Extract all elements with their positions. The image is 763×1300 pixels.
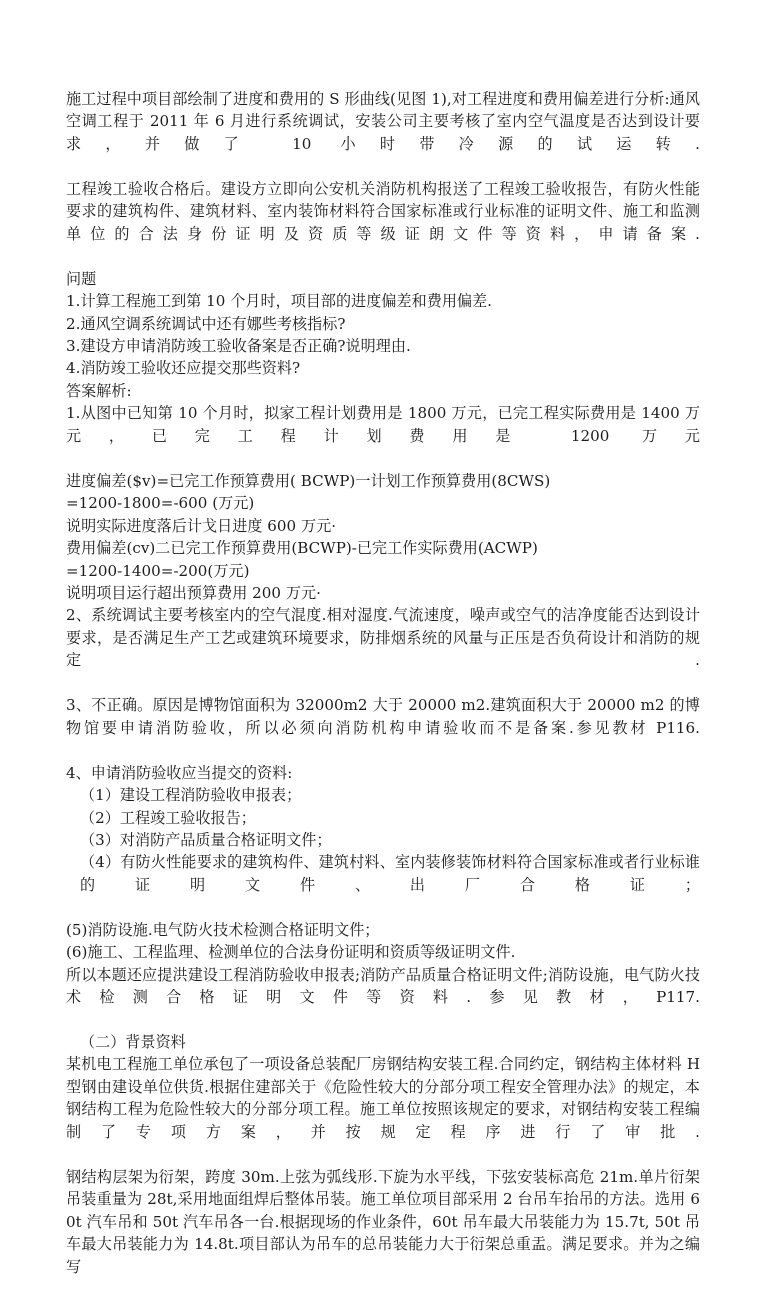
question-item-2: 2.通风空调系统调试中还有娜些考核指标? bbox=[66, 314, 346, 333]
formula-cost-variance: 费用偏差(cv)二已完工作预算费用(BCWP)-已完工作实际费用(ACWP) bbox=[66, 539, 538, 558]
question-item-3: 3.建设方申请消防竣工验收备案是否正确?说明理由. bbox=[66, 336, 411, 355]
answer-4-sub-item-6: (6)施工、工程监理、检测单位的合法身份证明和资质等级证明文件. bbox=[66, 943, 516, 962]
formula-schedule-variance-result: =1200-1800=-600 (万元) bbox=[66, 494, 255, 513]
answer-item-3: 3、不正确。原因是博物馆面积为 32000m2 大于 20000 m2.建筑面积大于 20000 m2 的博物馆要申请消防验收，所以必须向消防机构申请验收而不是备案.参见教材 P116. bbox=[66, 696, 700, 737]
answer-4-conclusion: 所以本题还应提洪建设工程消防验收申报表;消防产品质量合格证明文件;消防设施，电气防火技术检测合格证明文件等资料.参见教材，P117. bbox=[66, 965, 700, 1007]
question-item-1: 1.计算工程施工到第 10 个月时，项目部的进度偏差和费用偏差. bbox=[66, 292, 492, 311]
answer-4-sub-item-5: (5)消防设施.电气防火技术检测合格证明文件； bbox=[66, 920, 380, 939]
question-item-4: 4.消防竣工验收还应提交那些资料? bbox=[66, 359, 301, 378]
answer-4-sub-item-1: （1）建设工程消防验收申报表； bbox=[80, 786, 302, 805]
answer-item-1: 1.从图中已知第 10 个月时，拟家工程计划费用是 1800 万元，已完工程实际费用是 1400 万元，已完工程计划费用是 1200 万元 bbox=[66, 404, 700, 445]
answer-item-4: 4、申请消防验收应当提交的资料: bbox=[66, 763, 293, 782]
formula-cost-variance-note: 说明项目运行超出预算费用 200 万元· bbox=[66, 583, 321, 602]
formula-schedule-variance: 进度偏差($v)=已完工作预算费用( BCWP)一计划工作预算费用(8CWS) bbox=[66, 471, 551, 490]
document-text-body bbox=[66, 88, 700, 1300]
section-heading-questions: 问题 bbox=[66, 269, 97, 288]
answer-4-sub-item-2: （2）工程竣工验收报告； bbox=[80, 808, 256, 827]
paragraph-p2: 工程竣工验收合格后。建设方立即向公安机关消防机构报送了工程竣工验收报告，有防火性能要求的建筑构件、建筑材料、室内装饰材料符合国家标准或行业标准的证明文件、施工和监测单位的合法身份证明及资质等级证朗文件等资料，申请备案. bbox=[66, 179, 700, 243]
formula-schedule-variance-note: 说明实际进度落后计戈日进度 600 万元· bbox=[66, 516, 337, 535]
answer-4-sub-item-4: （4）有防火性能要求的建筑构件、建筑村料、室内装修装饰材料符合国家标准或者行业标谁的证明文件、出厂合格证； bbox=[80, 853, 700, 894]
background-paragraph-2: 钢结构层架为衍架，跨度 30m.上弦为弧线形.下旋为水平线，下弦安装标高危 21m.单片衍架吊装重量为 28t,采用地面组焊后整体吊装。施工单位项目部采用 2 台吊车抬吊的方法。选用 60t 汽车吊和 50t 汽车吊各一台.根据现场的作业条件，60t 吊车最大吊装能力为 15.7t, 50t 吊车最大吊装能力为 14.8t.项目部认为吊车的总吊装能力大于衍架总重盂。满足要求。并为之编写 bbox=[66, 1167, 700, 1276]
paragraph-p1: 施工过程中项目部绘制了进度和费用的 S 形曲线(见图 1),对工程进度和费用偏差进行分析:通风空调工程于 2011 年 6 月进行系统调试，安装公司主要考核了室内空气温度是否达到设计要求，并做了 10 小时带冷源的试运转. bbox=[66, 90, 700, 153]
answer-item-2: 2、系统调试主要考核室内的空气混度.相对湿度.气流速度，噪声或空气的洁净度能否达到设计要求，是否满足生产工艺或建筑环境要求，防排烟系统的风量与正压是否负荷设计和消防的规定. bbox=[66, 606, 700, 670]
section-heading-answer-analysis: 答案解析: bbox=[66, 381, 132, 400]
background-paragraph-1: 某机电工程施工单位承包了一项设备总装配厂房钢结构安装工程.合同约定，钢结构主体材料 H 型钢由建设单位供货.根据住建部关于《危险性较大的分部分项工程安全管理办法》的规定，本钢结构工程为危险性较大的分部分项工程。施工单位按照该规定的要求，对钢结构安装工程编制了专项方案，并按规定程序进行了审批. bbox=[66, 1055, 700, 1141]
answer-4-sub-item-3: （3）对消防产品质量合格证明文件； bbox=[80, 830, 332, 849]
section-heading-background-material: （二）背景资料 bbox=[80, 1033, 186, 1052]
formula-cost-variance-result: =1200-1400=-200(万元) bbox=[66, 561, 250, 580]
